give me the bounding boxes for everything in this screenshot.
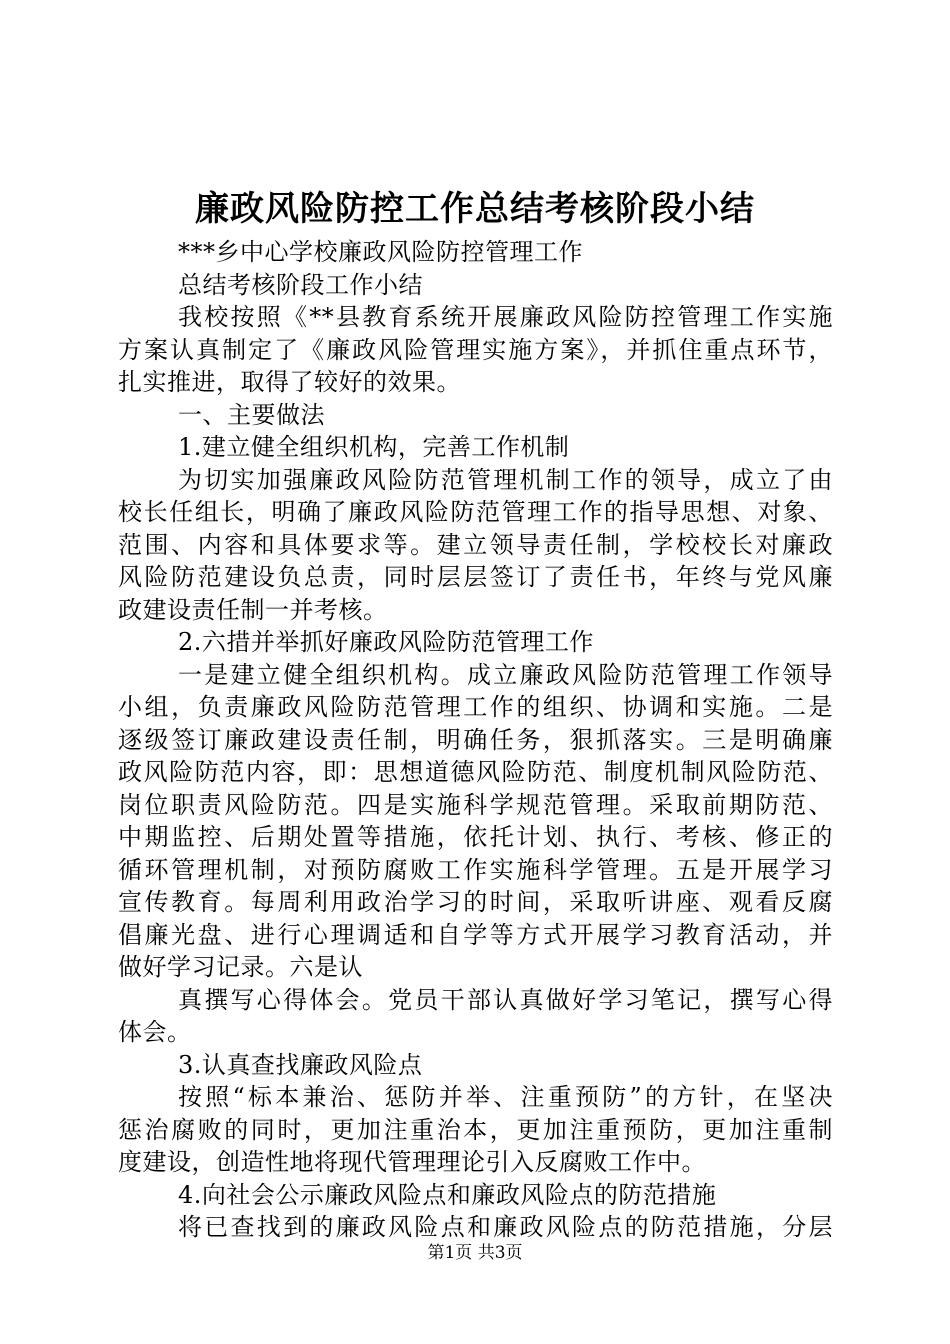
text-line: 1.建立健全组织机构，完善工作机制 — [178, 433, 570, 461]
text-line: ***乡中心学校廉政风险防控管理工作 — [178, 238, 583, 266]
text-line: 真撰写心得体会。党员干部认真做好学习笔记，撰写心得 — [178, 985, 833, 1014]
text-line: 做好学习记录。六是认 — [118, 953, 363, 981]
document-body — [118, 236, 833, 1244]
text-line: 宣传教育。每周利用政治学习的时间，采取听讲座、观看反腐 — [118, 888, 833, 916]
text-line: 将已查找到的廉政风险点和廉政风险点的防范措施，分层 — [178, 1213, 833, 1241]
text-line: 一是建立健全组织机构。成立廉政风险防范管理工作领导 — [178, 660, 833, 689]
text-line: 小组，负责廉政风险防范管理工作的组织、协调和实施。二是 — [118, 693, 833, 721]
text-line: 惩治腐败的同时，更加注重治本，更加注重预防，更加注重制 — [118, 1115, 833, 1144]
text-line: 度建设，创造性地将现代管理理论引入反腐败工作中。 — [118, 1148, 706, 1176]
text-line: 中期监控、后期处置等措施，依托计划、执行、考核、修正的 — [118, 823, 833, 851]
text-line: 扎实推进，取得了较好的效果。 — [118, 368, 461, 396]
text-line: 逐级签订廉政建设责任制，明确任务，狠抓落实。三是明确廉 — [118, 725, 833, 754]
text-line: 为切实加强廉政风险防范管理机制工作的领导，成立了由 — [178, 465, 833, 494]
text-line: 3.认真查找廉政风险点 — [178, 1050, 423, 1079]
page-footer: 第1页 共3页 — [427, 1243, 523, 1263]
text-line: 方案认真制定了《廉政风险管理实施方案》，并抓住重点环节， — [118, 335, 833, 364]
text-line: 校长任组长，明确了廉政风险防范管理工作的指导思想、对象、 — [118, 498, 833, 526]
text-line: 岗位职责风险防范。四是实施科学规范管理。采取前期防范、 — [118, 790, 833, 819]
text-line: 我校按照《**县教育系统开展廉政风险防控管理工作实施 — [178, 303, 833, 331]
text-line: 倡廉光盘、进行心理调适和自学等方式开展学习教育活动，并 — [118, 920, 833, 949]
text-line: 政风险防范内容，即：思想道德风险防范、制度机制风险防范、 — [118, 758, 833, 786]
text-line: 风险防范建设负总责，同时层层签订了责任书，年终与党风廉 — [118, 563, 833, 591]
text-line: 2.六措并举抓好廉政风险防范管理工作 — [178, 628, 594, 656]
text-line: 政建设责任制一并考核。 — [118, 595, 388, 624]
text-line: 体会。 — [118, 1018, 192, 1046]
text-line: 范围、内容和具体要求等。建立领导责任制，学校校长对廉政 — [118, 530, 833, 559]
text-line: 总结考核阶段工作小结 — [178, 270, 423, 299]
text-line: 一、主要做法 — [178, 400, 325, 429]
text-line: 4.向社会公示廉政风险点和廉政风险点的防范措施 — [178, 1180, 717, 1209]
document-title: 廉政风险防控工作总结考核阶段小结 — [195, 189, 755, 229]
text-line: 循环管理机制，对预防腐败工作实施科学管理。五是开展学习 — [118, 855, 833, 884]
text-line: 按照“标本兼治、惩防并举、注重预防”的方针，在坚决 — [178, 1083, 833, 1111]
